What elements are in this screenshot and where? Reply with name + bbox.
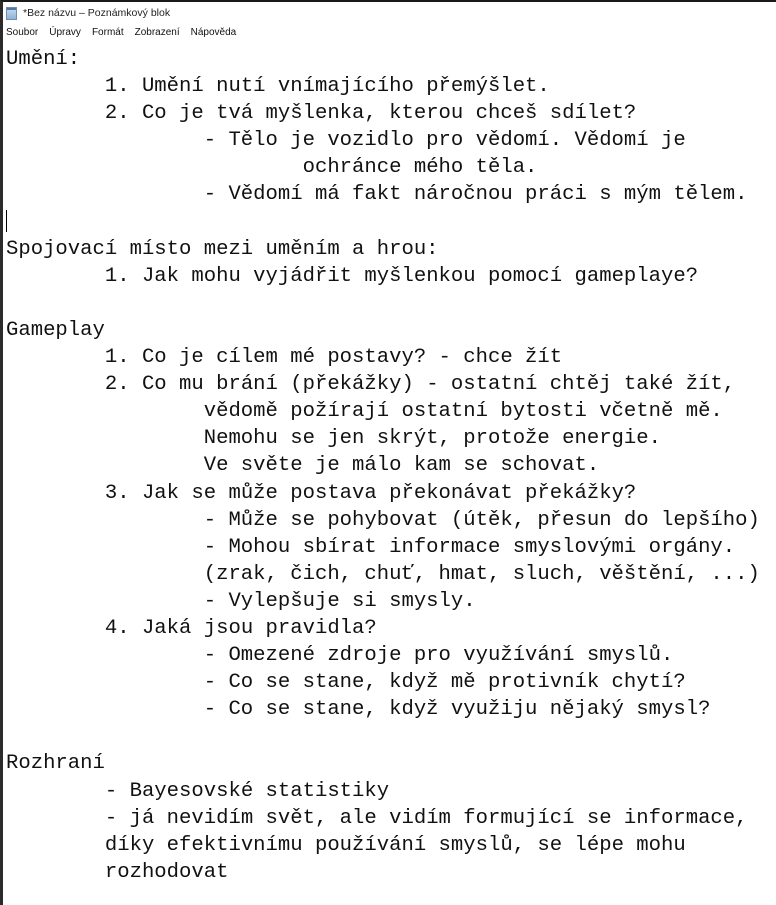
text-line[interactable] (6, 723, 776, 750)
menu-zobrazeni[interactable]: Zobrazení (134, 27, 180, 38)
text-line[interactable]: vědomě požírají ostatní bytosti včetně mě. (6, 400, 723, 424)
text-line[interactable]: 3. Jak se může postava překonávat překážky? (6, 481, 637, 505)
text-line[interactable]: Rozhraní (6, 752, 105, 776)
menu-upravy[interactable]: Úpravy (49, 27, 81, 38)
text-line[interactable]: Gameplay (6, 318, 105, 342)
text-line[interactable]: - Co se stane, když využiju nějaký smysl? (6, 698, 711, 722)
text-line[interactable]: 1. Umění nutí vnímajícího přemýšlet. (6, 75, 550, 99)
text-line[interactable]: Nemohu se jen skrýt, protože energie. (6, 427, 661, 451)
window-title: *Bez názvu – Poznámkový blok (23, 7, 171, 19)
text-line[interactable]: ochránce mého těla. (6, 156, 538, 180)
text-line[interactable]: 4. Jaká jsou pravidla? (6, 616, 377, 640)
text-line[interactable]: - Vědomí má fakt náročnou práci s mým tělem. (6, 183, 748, 207)
text-line[interactable]: - Co se stane, když mě protivník chytí? (6, 671, 686, 695)
text-caret (6, 210, 7, 232)
text-line[interactable]: - Tělo je vozidlo pro vědomí. Vědomí je (6, 129, 686, 153)
text-line[interactable]: (zrak, čich, chuť, hmat, sluch, věštění, ...) (6, 562, 760, 586)
text-line[interactable]: - já nevidím svět, ale vidím formující se informace, (6, 806, 748, 830)
text-line[interactable]: - Bayesovské statistiky (6, 779, 390, 803)
text-line[interactable]: Spojovací místo mezi uměním a hrou: (6, 237, 439, 261)
text-line[interactable] (6, 290, 776, 317)
text-line[interactable]: 2. Co mu brání (překážky) - ostatní chtěj také žít, (6, 373, 736, 397)
title-bar[interactable] (3, 2, 776, 24)
text-line[interactable]: Umění: (6, 48, 81, 71)
text-line[interactable]: - Omezené zdroje pro využívání smyslů. (6, 644, 674, 668)
menu-bar (3, 24, 776, 41)
text-line[interactable]: 1. Co je cílem mé postavy? - chce žít (6, 346, 563, 370)
text-line[interactable]: - Může se pohybovat (útěk, přesun do lepšího) (6, 508, 760, 532)
menu-napoveda[interactable]: Nápověda (190, 27, 237, 38)
text-line[interactable]: 2. Co je tvá myšlenka, kterou chceš sdílet? (6, 102, 637, 126)
text-line[interactable]: Ve světe je málo kam se schovat. (6, 454, 600, 478)
text-line[interactable]: - Mohou sbírat informace smyslovými orgány. (6, 535, 736, 559)
text-line[interactable]: rozhodovat (6, 860, 229, 884)
text-line[interactable]: 1. Jak mohu vyjádřit myšlenkou pomocí gameplaye? (6, 264, 699, 288)
menu-soubor[interactable]: Soubor (6, 27, 39, 38)
text-line[interactable]: díky efektivnímu používání smyslů, se lépe mohu (6, 833, 686, 857)
text-line[interactable] (6, 209, 776, 236)
text-line[interactable]: - Vylepšuje si smysly. (6, 589, 476, 613)
notepad-icon (6, 7, 17, 20)
menu-format[interactable]: Formát (91, 27, 124, 38)
text-editor-area[interactable] (6, 46, 776, 905)
